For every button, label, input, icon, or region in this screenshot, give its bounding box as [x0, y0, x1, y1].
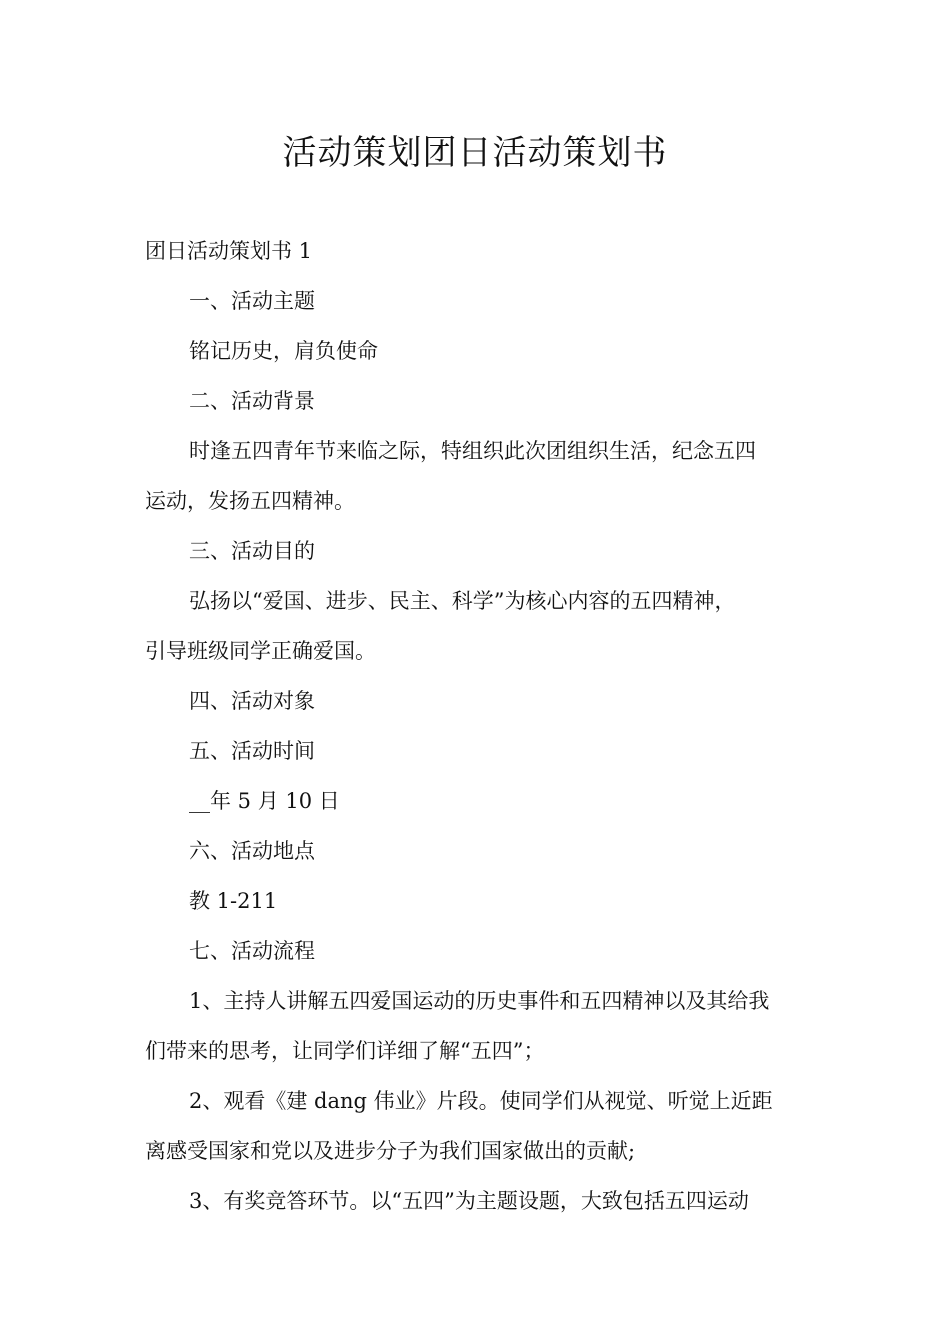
paragraph-line: 引导班级同学正确爱国。 [145, 639, 376, 663]
paragraph-line: 铭记历史，肩负使命 [189, 339, 378, 363]
paragraph-line: 3、有奖竞答环节。以“五四”为主题设题，大致包括五四运动 [189, 1189, 749, 1213]
paragraph-line: 团日活动策划书 1 [145, 239, 313, 263]
paragraph-line: 七、活动流程 [189, 939, 315, 963]
paragraph-line: 六、活动地点 [189, 839, 315, 863]
paragraph-line: 运动，发扬五四精神。 [145, 489, 355, 513]
paragraph-line: 教 1-211 [189, 889, 278, 913]
paragraph-line: __年 5 月 10 日 [189, 789, 340, 813]
paragraph-line: 四、活动对象 [189, 689, 315, 713]
document-body [145, 226, 807, 1226]
paragraph-line: 1、主持人讲解五四爱国运动的历史事件和五四精神以及其给我 [189, 989, 770, 1013]
paragraph-line: 2、观看《建 dang 伟业》片段。使同学们从视觉、听觉上近距 [189, 1089, 773, 1113]
paragraph-line: 时逢五四青年节来临之际，特组织此次团组织生活，纪念五四 [189, 439, 756, 463]
paragraph-line: 五、活动时间 [189, 739, 315, 763]
paragraph-line: 离感受国家和党以及进步分子为我们国家做出的贡献; [145, 1139, 636, 1163]
paragraph-line: 三、活动目的 [189, 539, 315, 563]
document-title: 活动策划团日活动策划书 [282, 133, 668, 173]
paragraph-line: 弘扬以“爱国、进步、民主、科学”为核心内容的五四精神， [189, 589, 736, 613]
paragraph-line: 一、活动主题 [189, 289, 315, 313]
paragraph-line: 们带来的思考，让同学们详细了解“五四”； [145, 1039, 545, 1063]
paragraph-line: 二、活动背景 [189, 389, 315, 413]
